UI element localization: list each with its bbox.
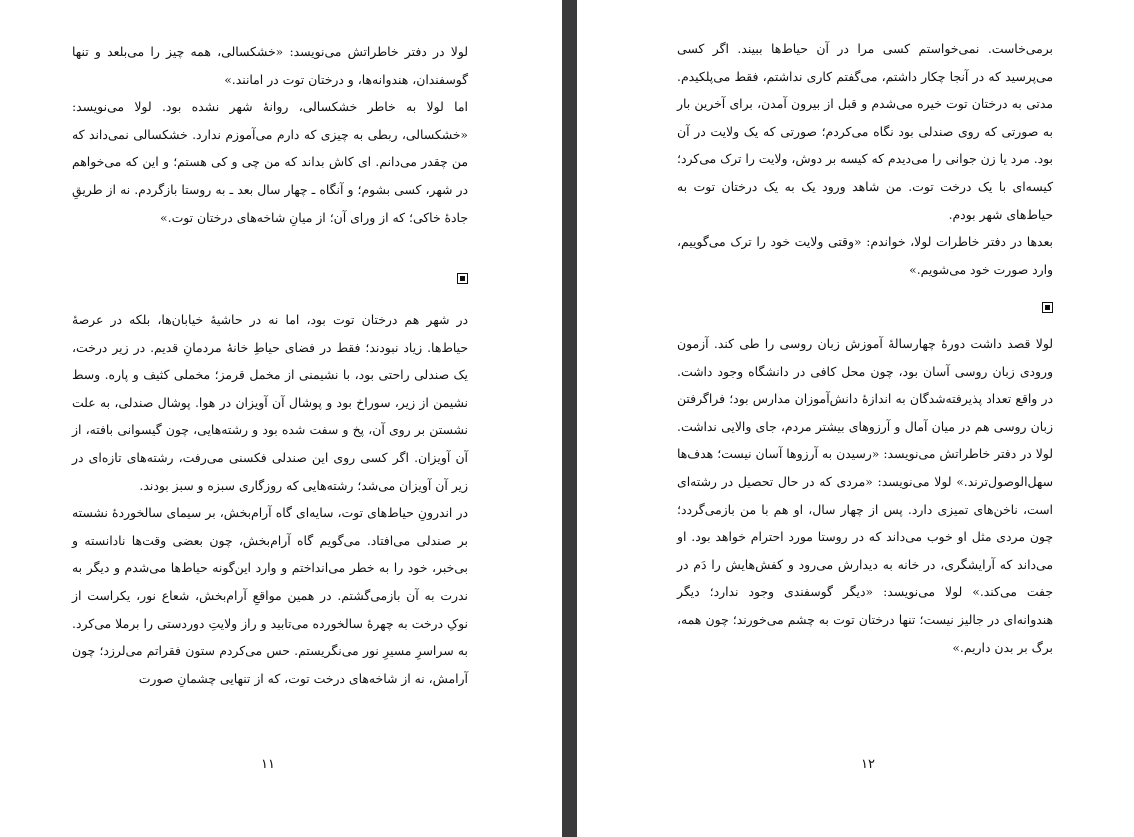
right-block2-paragraph: لولا قصد داشت دورهٔ چهارسالهٔ آموزش زبان روسی را طی کند. آزمون ورودی زبان روسی آسان بود، چون محل کافی در دانشگاه وجود داشت. در واقع تعداد پذیرفته‌شدگان به اندازهٔ دانش‌آموزان مدارس بود؛ فراگرفتن زبان روسی هم در میان آمال و آرزوهای بیشتر مردم، جای والایی نداشت. لولا در دفتر خاطراتش می‌نویسد: «رسیدن به آرزوها آسان نیست؛ هدف‌ها سهل‌الوصول‌ترند.» لولا می‌نویسد: «مردی که در حال تحصیل در رشته‌ای است، ناخن‌های تمیزی دارد. پس از چهار سال، او هم با من بازمی‌گردد؛ چون مردی مثل او خوب می‌داند که در روستا مورد احترام خواهد بود. او می‌داند که آرایشگری، در خانه به دیدارش می‌رود و کفش‌هایش را دَم در جفت می‌کند.» لولا می‌نویسد: «دیگر گوسفندی وجود ندارد؛ دیگر هندوانه‌ای در جالیز نیست؛ تنها درختان توت به چشم می‌خورند؛ چون همه، برگ بر بدن داریم.» (677, 336, 1053, 655)
left-block2-paragraph: در اندرونِ حیاط‌های توت، سایه‌ای گاه آرام‌بخش، بر سیمای سالخوردهٔ نشسته بر صندلی می‌افتاد. می‌گویم گاه آرام‌بخش، چون بعضی وقت‌ها نادانسته و بی‌خبر، خود را به خطر می‌انداختم و وارد این‌گونه حیاط‌ها می‌شدم و دیگر به ندرت به آن بازمی‌گشتم. در همین مواقعِ آرام‌بخش، شعاع نور، یکراست از نوکِ درخت به چهرهٔ سالخورده می‌تابید و راز ولایتِ دوردستی را برملا می‌کرد. به سراسرِ مسیرِ نور می‌نگریستم. حس می‌کردم ستون فقراتم می‌لرزد؛ چون آرامش، نه از شاخه‌های درخت توت، که از تنهایی چشمانِ صورت (72, 505, 468, 686)
section-break-square-icon (1042, 302, 1053, 313)
right-text-block-2 (677, 330, 1053, 661)
left-block2-paragraph: در شهر هم درختان توت بود، اما نه در حاشیهٔ خیابان‌ها، بلکه در عرصهٔ حیاط‌ها. زیاد نبودند؛ فقط در فضای حیاطِ خانهٔ مردمانِ قدیم. در زیر درخت، یک صندلی راحتی بود، با نشیمنی از مخمل قرمز؛ مخملی کثیف و پاره. وسط نشیمن از زیر، سوراخ بود و پوشال آن آویزان در هوا. پوشال صندلی، به علت نشستن بر روی آن، پخ و سفت شده بود و رشته‌هایی، چون گیسوانی بافته، از آن آویزان. اگر کسی روی این صندلی فکسنی می‌رفت، رشته‌های تازه‌ای در زیر آن آویزان می‌شد؛ رشته‌هایی که روزگاری سبزه و سبز بودند. (72, 312, 468, 493)
section-break-square-icon (457, 273, 468, 284)
right-text-block-1 (677, 35, 1053, 283)
left-section-break (72, 273, 468, 284)
left-text-block-2 (72, 306, 468, 692)
page-number: ۱۱ (261, 757, 275, 772)
right-block1-paragraph: بعدها در دفتر خاطرات لولا، خواندم: «وقتی ولایت خود را ترک می‌گوییم، وارد صورت خود می‌شویم.» (677, 234, 1053, 277)
right-section-break (677, 302, 1053, 313)
page-number: ۱۲ (861, 757, 875, 772)
left-block1-paragraph: اما لولا به خاطر خشکسالی، روانهٔ شهر نشده بود. لولا می‌نویسد: «خشکسالی، ربطی به چیزی که دارم می‌آموزم ندارد. خشکسالی نمی‌داند که من چقدر می‌دانم. ای کاش بداند که من چی و کی هستم؛ و این که می‌خواهم در شهر، کسی بشوم؛ و آنگاه ـ چهار سال بعد ـ به روستا بازگردم. نه از طریقِ جادهٔ خاکی؛ که از ورای آن؛ از میانِ شاخه‌های درختان توت.» (72, 99, 468, 225)
book-spine (562, 0, 577, 837)
left-page (0, 0, 562, 837)
right-page (577, 0, 1134, 837)
left-block1-paragraph: لولا در دفتر خاطراتش می‌نویسد: «خشکسالی، همه چیز را می‌بلعد و تنها گوسفندان، هندوانه‌ها، و درختان توت در امانند.» (72, 44, 468, 87)
left-text-block-1 (72, 38, 468, 231)
right-block1-paragraph: برمی‌خاست. نمی‌خواستم کسی مرا در آن حیاط‌ها ببیند. اگر کسی می‌پرسید که در آنجا چکار داشتم، می‌گفتم کاری نداشتم، فقط می‌پلکیدم. مدتی به درختان توت خیره می‌شدم و قبل از بیرون آمدن، برای آخرین بار به صورتی که روی صندلی بود نگاه می‌کردم؛ صورتی که یک ولایت در آن بود. مرد یا زن جوانی را می‌دیدم که کیسه بر دوش، ولایت را ترک می‌کرد؛ کیسه‌ای با یک درخت توت. من شاهد ورود یک به یک درختان توت به حیاط‌های شهر بودم. (677, 41, 1053, 222)
